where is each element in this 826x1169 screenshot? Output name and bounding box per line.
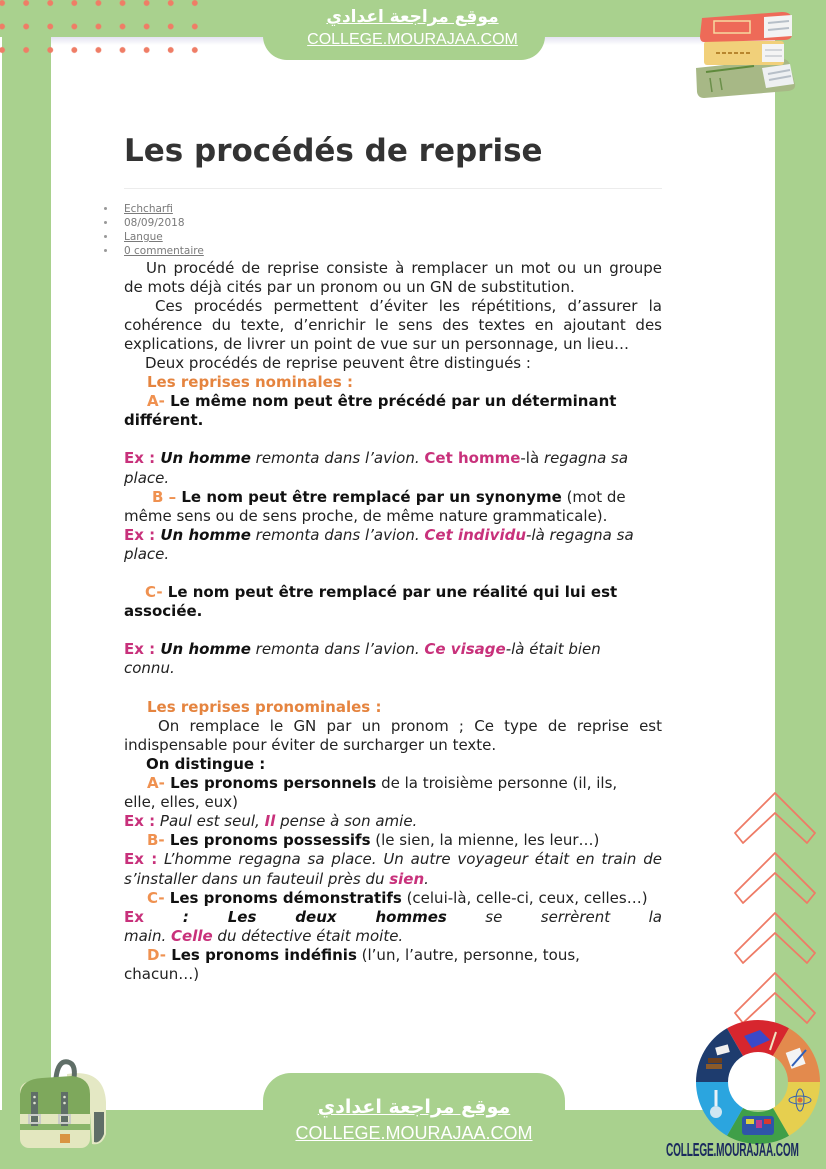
example-text: s’installer dans un fauteuil près du — [124, 869, 390, 888]
body-line — [124, 755, 662, 774]
body-line — [124, 392, 662, 411]
section-heading: Les reprises nominales : — [147, 373, 354, 392]
highlight-term: Celle — [171, 926, 213, 945]
paragraph-text: elle, elles, eux) — [124, 793, 238, 812]
example-text: se serrèrent la — [446, 907, 662, 926]
example-subject: Un homme — [155, 525, 251, 544]
example-label: Ex : — [124, 449, 156, 468]
example-label: Ex : — [124, 525, 156, 544]
paragraph-text: indispensable pour éviter de surcharger un texte. — [124, 735, 497, 754]
section-heading-pronominales — [124, 698, 662, 717]
highlight-term: Il — [264, 812, 276, 831]
example-text: -là regagna sa — [526, 525, 634, 544]
paragraph-text: (l’un, l’autre, personne, tous, — [356, 945, 580, 964]
subheading: On distingue : — [146, 754, 266, 773]
paragraph-text: (mot de — [561, 487, 626, 506]
chevron-up-icon — [733, 790, 817, 1030]
meta-author — [104, 202, 204, 216]
rule-statement: Les pronoms possessifs — [164, 831, 371, 850]
footer-banner — [263, 1073, 565, 1169]
paragraph-text: (le sien, la mienne, les leur…) — [370, 831, 600, 850]
blank-line — [124, 621, 662, 640]
highlight-term: Cet individu — [424, 525, 526, 544]
section-heading-nominales — [124, 373, 662, 392]
example-text: Paul est seul, — [155, 812, 265, 831]
example-text: du détective était moite. — [212, 926, 404, 945]
list-marker: B – — [152, 487, 177, 506]
example-line — [124, 908, 662, 927]
paragraph-text: de la troisième personne (il, ils, — [376, 774, 618, 793]
example-text: . — [424, 869, 429, 888]
rule-statement: Le nom peut être remplacé par une réalité qui lui est — [162, 583, 618, 602]
paragraph-text: On remplace le GN par un pronom ; Ce type de reprise est — [158, 716, 662, 735]
example-text: main. — [124, 926, 172, 945]
body-line — [124, 278, 662, 297]
example-text: place. — [124, 468, 170, 487]
paragraph-text: Un procédé de reprise consiste à remplacer un mot ou un groupe — [146, 258, 662, 277]
blank-line — [124, 430, 662, 449]
body-line — [124, 259, 662, 278]
body-line — [124, 316, 662, 335]
example-line — [124, 812, 662, 831]
meta-date — [104, 216, 204, 230]
example-text: remonta dans l’avion. — [250, 640, 425, 659]
body-line — [124, 793, 662, 812]
section-heading: Les reprises pronominales : — [147, 697, 382, 716]
body-line — [124, 774, 662, 793]
rule-statement: Les pronoms indéfinis — [165, 945, 357, 964]
body-line — [124, 602, 662, 621]
body-line — [124, 736, 662, 755]
paragraph-text: cohérence du texte, d’enrichir le sens des textes en ajoutant des — [124, 315, 662, 334]
paragraph-text: Ces procédés permettent d’éviter les répétitions, d’assurer la — [155, 296, 662, 315]
frame-left-band — [2, 0, 51, 1169]
example-text: connu. — [124, 659, 175, 678]
books-stack-icon — [692, 8, 804, 100]
post-date: 08/09/2018 — [124, 217, 185, 229]
example-line — [124, 927, 662, 946]
footer-arabic-title-link[interactable]: موقع مراجعة اعدادي — [317, 1096, 511, 1118]
example-subject: Un homme — [155, 640, 251, 659]
paragraph-text: Deux procédés de reprise peuvent être distingués : — [145, 353, 531, 372]
body-line — [124, 946, 662, 965]
paragraph-text: explications, de livrer un point de vue sur un personnage, un lieu… — [124, 334, 629, 353]
example-text: remonta dans l’avion. — [250, 525, 425, 544]
paragraph-text: même sens ou de sens proche, de même nature grammaticale). — [124, 506, 608, 525]
example-label: Ex : — [124, 640, 156, 659]
paragraph-text: (celui-là, celle-ci, ceux, celles…) — [401, 888, 648, 907]
body-line — [124, 583, 662, 602]
example-text: -là — [520, 449, 544, 468]
example-line — [124, 545, 662, 564]
example-line — [124, 449, 662, 468]
body-line — [124, 889, 662, 908]
example-text: pense à son amie. — [275, 812, 418, 831]
example-line — [124, 850, 662, 869]
rule-statement: Le nom peut être remplacé par un synonyme — [176, 487, 562, 506]
author-link[interactable]: Echcharfi — [124, 203, 173, 215]
example-label: Ex : — [124, 850, 158, 869]
meta-category — [104, 230, 204, 244]
category-link[interactable]: Langue — [124, 231, 163, 243]
list-marker: C- — [145, 583, 163, 602]
example-text: remonta dans l’avion. — [250, 449, 425, 468]
example-text: L’homme regagna sa place. Un autre voyageur était en train de — [157, 850, 662, 869]
page-title: Les procédés de reprise — [124, 133, 543, 169]
article-body — [124, 259, 662, 985]
list-marker: A- — [147, 774, 165, 793]
list-marker: A- — [147, 392, 165, 411]
body-line — [124, 411, 662, 430]
header-arabic-title-link[interactable]: موقع مراجعة اعدادي — [326, 7, 499, 27]
body-line — [124, 717, 662, 736]
backpack-icon — [12, 1052, 112, 1152]
rule-statement: Le même nom peut être précédé par un déterminant — [164, 392, 617, 411]
post-meta-list — [104, 202, 204, 258]
dot-pattern-decoration — [0, 0, 200, 55]
highlight-term: sien — [389, 869, 425, 888]
body-line — [124, 507, 662, 526]
body-line — [124, 335, 662, 354]
rule-statement: différent. — [124, 411, 204, 430]
subjects-wheel-logo — [696, 1020, 820, 1144]
rule-statement: Les pronoms personnels — [164, 774, 377, 793]
list-marker: B- — [147, 831, 165, 850]
example-label: Ex : — [124, 812, 156, 831]
bullet-icon — [104, 221, 107, 224]
list-marker: C- — [147, 888, 165, 907]
example-line — [124, 526, 662, 545]
body-line — [124, 354, 662, 373]
body-line — [124, 965, 662, 984]
body-line — [124, 831, 662, 850]
bullet-icon — [104, 235, 107, 238]
bullet-icon — [104, 249, 107, 252]
highlight-term: Cet homme — [424, 449, 521, 468]
body-line — [124, 488, 662, 507]
body-line — [124, 297, 662, 316]
bullet-icon — [104, 207, 107, 210]
example-line — [124, 659, 662, 678]
meta-comments — [104, 244, 204, 258]
comments-link[interactable]: 0 commentaire — [124, 245, 204, 257]
example-line — [124, 640, 662, 659]
title-divider — [124, 188, 662, 189]
rule-statement: associée. — [124, 602, 203, 621]
logo-caption: COLLEGE.MOURAJAA.COM — [666, 1140, 799, 1160]
example-text: place. — [124, 544, 170, 563]
paragraph-text: de mots déjà cités par un pronom ou un GN de substitution. — [124, 277, 575, 296]
rule-statement: Les pronoms démonstratifs — [164, 888, 402, 907]
blank-line — [124, 679, 662, 698]
example-line — [124, 870, 662, 889]
footer-site-url-link[interactable]: COLLEGE.MOURAJAA.COM — [295, 1123, 533, 1143]
example-subject: Un homme — [155, 449, 251, 468]
example-label: Ex — [124, 907, 144, 926]
highlight-term: Ce visage — [424, 640, 506, 659]
blank-line — [124, 564, 662, 583]
example-subject: : Les deux hommes — [143, 907, 447, 926]
paragraph-text: chacun…) — [124, 964, 200, 983]
example-text: regagna sa — [543, 449, 629, 468]
header-site-url-link[interactable]: COLLEGE.MOURAJAA.COM — [307, 31, 518, 48]
list-marker: D- — [147, 945, 166, 964]
example-text: -là était bien — [505, 640, 601, 659]
example-line — [124, 469, 662, 488]
